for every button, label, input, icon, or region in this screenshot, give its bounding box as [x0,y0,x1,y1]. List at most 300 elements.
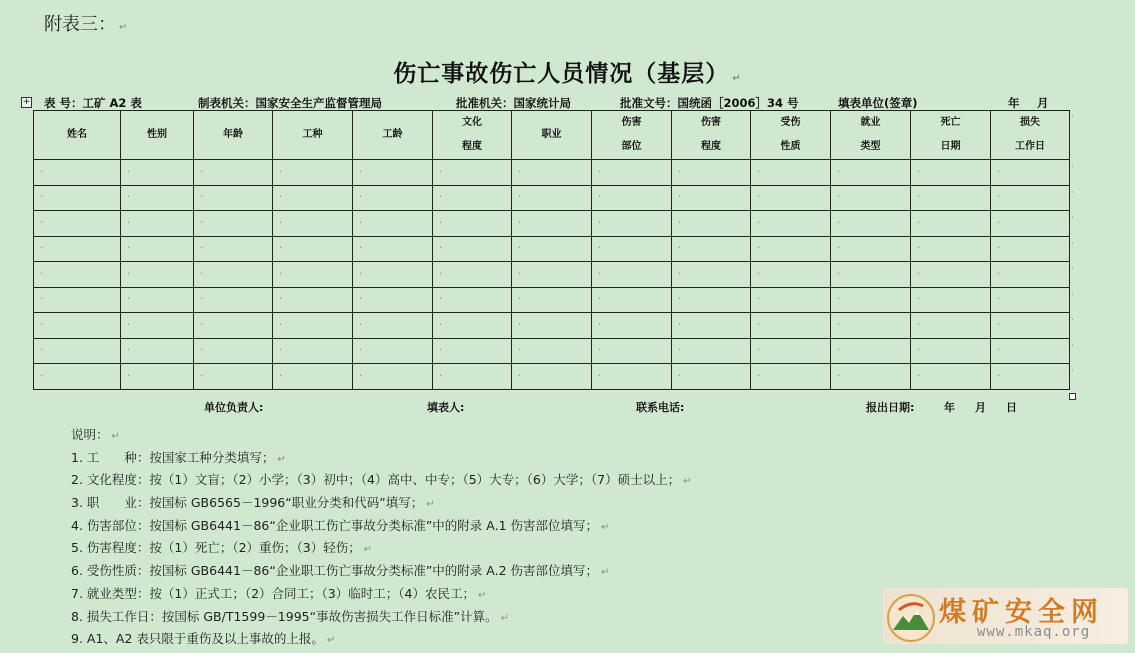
column-header-label: 职业 [541,129,562,140]
cell-end-mark: · [678,294,682,306]
table-cell[interactable] [991,364,1070,390]
row-end-mark: · [1071,289,1074,300]
cell-end-mark: · [678,268,682,280]
cell-end-mark: · [837,166,841,178]
table-cell[interactable] [353,211,433,237]
table-header-row [34,111,1070,160]
table-cell[interactable] [34,313,121,339]
cell-end-mark: · [837,370,841,382]
table-cell[interactable] [911,185,991,211]
form-number: 表 号：工矿 A2 表 [44,96,142,110]
cell-end-mark: · [997,345,1001,357]
column-header [433,111,512,160]
table-cell[interactable] [433,313,512,339]
cell-end-mark: · [757,268,761,280]
cell-end-mark: · [837,192,841,204]
table-row [34,236,1070,262]
cell-end-mark: · [279,370,283,382]
cell-end-mark: · [837,319,841,331]
cell-end-mark: · [279,166,283,178]
column-header [911,111,991,160]
cell-end-mark: · [200,268,204,280]
table-cell[interactable] [911,236,991,262]
cell-end-mark: · [359,294,363,306]
row-end-mark: · [1071,340,1074,351]
cell-end-mark: · [439,192,443,204]
cell-end-mark: · [439,294,443,306]
table-cell[interactable] [831,338,911,364]
table-cell[interactable] [512,364,592,390]
cell-end-mark: · [279,268,283,280]
table-cell[interactable] [512,262,592,288]
cell-end-mark: · [359,319,363,331]
report-date-month: 月 [975,401,986,414]
cell-end-mark: · [837,294,841,306]
report-date-label: 报出日期: [866,401,915,414]
table-cell[interactable] [592,211,672,237]
table-cell[interactable] [512,313,592,339]
table-cell[interactable] [911,364,991,390]
cell-end-mark: · [598,192,602,204]
table-cell[interactable] [273,287,353,313]
cell-end-mark: · [200,319,204,331]
table-cell[interactable] [34,160,121,186]
cell-end-mark: · [279,192,283,204]
row-end-mark: · [1071,315,1074,325]
cell-end-mark: · [359,217,363,229]
table-cell[interactable] [353,262,433,288]
table-cell[interactable] [121,364,194,390]
column-header-label: 就业 [860,117,881,128]
column-header-label-line2: 程度 [462,141,482,152]
table-cell[interactable] [353,236,433,262]
table-cell[interactable] [512,160,592,186]
note-item: 5. 伤害程度：按（1）死亡；（2）重伤；（3）轻伤； ↵ [71,540,373,556]
note-item: 8. 损失工作日：按国标 GB/T1599－1995“事故伤害损失工作日标准”计算。 ↵ [71,608,509,624]
cell-end-mark: · [200,166,204,178]
table-cell[interactable] [991,338,1070,364]
table-cell[interactable] [592,185,672,211]
table-cell[interactable] [512,236,592,262]
column-header-label: 工龄 [382,129,403,140]
cell-end-mark: · [598,370,602,382]
table-cell[interactable] [512,185,592,211]
table-cell[interactable] [911,211,991,237]
cell-end-mark: · [598,294,602,306]
table-cell[interactable] [831,364,911,390]
column-header-label: 伤害 [621,117,642,128]
column-header [512,111,592,160]
column-header-label-line2: 工作日 [1015,141,1045,152]
table-row [34,185,1070,211]
table-cell[interactable] [121,211,194,237]
table-cell[interactable] [512,287,592,313]
notes-title: 说明： ↵ [71,427,120,442]
column-header [121,111,194,160]
cell-end-mark: · [40,268,44,280]
row-end-mark: · [1071,213,1074,223]
table-row [34,313,1070,339]
cell-end-mark: · [598,268,602,280]
cell-end-mark: · [40,217,44,229]
table-cell[interactable] [273,364,353,390]
table-cell[interactable] [273,338,353,364]
table-cell[interactable] [34,236,121,262]
table-cell[interactable] [991,262,1070,288]
cell-end-mark: · [917,166,921,178]
appendix-label: 附表三： ↵ [44,14,128,35]
cell-end-mark: · [439,345,443,357]
cell-end-mark: · [518,166,522,178]
cell-end-mark: · [40,243,44,255]
table-cell[interactable] [121,262,194,288]
cell-end-mark: · [678,319,682,331]
table-cell[interactable] [592,287,672,313]
table-cell[interactable] [433,185,512,211]
cell-end-mark: · [439,319,443,331]
table-cell[interactable] [34,338,121,364]
table-cell[interactable] [751,160,831,186]
table-cell[interactable] [592,313,672,339]
row-end-mark: · [1071,187,1074,198]
table-cell[interactable] [751,262,831,288]
table-cell[interactable] [34,287,121,313]
table-cell[interactable] [34,262,121,288]
cell-end-mark: · [279,294,283,306]
report-date-year: 年 [944,401,955,414]
cell-end-mark: · [678,243,682,255]
casualty-table [33,110,1070,390]
column-header-label: 受伤 [780,117,801,128]
cell-end-mark: · [127,217,131,229]
table-cell[interactable] [911,262,991,288]
cell-end-mark: · [40,319,44,331]
table-row [34,338,1070,364]
table-row [34,364,1070,390]
column-header-label-line2: 部位 [621,141,642,152]
table-cell[interactable] [592,338,672,364]
table-cell[interactable] [991,185,1070,211]
cell-end-mark: · [917,370,921,382]
table-cell[interactable] [273,313,353,339]
cell-end-mark: · [837,345,841,357]
cell-end-mark: · [40,294,44,306]
table-cell[interactable] [273,185,353,211]
cell-end-mark: · [518,243,522,255]
column-header [592,111,672,160]
issuing-authority: 制表机关：国家安全生产监督管理局 [198,96,382,110]
cell-end-mark: · [127,319,131,331]
table-cell[interactable] [991,236,1070,262]
site-watermark [883,588,1128,644]
row-end-mark: · [1071,162,1074,172]
table-cell[interactable] [433,211,512,237]
cell-end-mark: · [127,192,131,204]
table-cell[interactable] [512,211,592,237]
column-header-label: 死亡 [940,117,961,128]
cell-end-mark: · [518,268,522,280]
column-header-label-line2: 程度 [701,141,721,152]
table-cell[interactable] [592,236,672,262]
table-cell[interactable] [672,262,751,288]
column-header-label: 损失 [1020,117,1040,128]
cell-end-mark: · [757,370,761,382]
table-cell[interactable] [121,236,194,262]
column-header [991,111,1070,160]
cell-end-mark: · [598,319,602,331]
table-cell[interactable] [831,185,911,211]
column-header-label: 文化 [462,117,482,128]
table-cell[interactable] [194,236,273,262]
table-cell[interactable] [353,185,433,211]
table-cell[interactable] [831,287,911,313]
cell-end-mark: · [518,217,522,229]
table-cell[interactable] [433,364,512,390]
table-cell[interactable] [911,287,991,313]
cell-end-mark: · [678,192,682,204]
cell-end-mark: · [598,345,602,357]
table-cell[interactable] [592,262,672,288]
cell-end-mark: · [757,319,761,331]
watermark-site-name: 煤矿安全网 [939,597,1104,628]
table-cell[interactable] [194,338,273,364]
row-end-mark: · [1071,366,1074,376]
table-cell[interactable] [672,236,751,262]
cell-end-mark: · [757,294,761,306]
table-cell[interactable] [433,262,512,288]
cell-end-mark: · [518,345,522,357]
cell-end-mark: · [518,192,522,204]
cell-end-mark: · [837,268,841,280]
table-cell[interactable] [194,185,273,211]
table-cell[interactable] [672,313,751,339]
table-cell[interactable] [592,160,672,186]
table-cell[interactable] [121,287,194,313]
note-item: 6. 受伤性质：按国标 GB6441－86“企业职工伤亡事故分类标准”中的附录 A.2 伤害部位填写； ↵ [71,563,610,579]
table-cell[interactable] [353,338,433,364]
cell-end-mark: · [917,319,921,331]
table-row [34,211,1070,237]
cell-end-mark: · [917,192,921,204]
cell-end-mark: · [917,294,921,306]
table-cell[interactable] [353,287,433,313]
column-header-label: 性别 [147,129,167,140]
cell-end-mark: · [997,166,1001,178]
cell-end-mark: · [678,370,682,382]
table-cell[interactable] [34,364,121,390]
cell-end-mark: · [917,268,921,280]
table-cell[interactable] [831,313,911,339]
cell-end-mark: · [40,370,44,382]
table-cell[interactable] [34,185,121,211]
notes-section [71,424,692,647]
cell-end-mark: · [598,243,602,255]
table-cell[interactable] [831,262,911,288]
table-move-handle-icon[interactable]: + [22,97,31,107]
table-cell[interactable] [433,160,512,186]
table-cell[interactable] [991,211,1070,237]
table-cell[interactable] [592,364,672,390]
cell-end-mark: · [200,345,204,357]
cell-end-mark: · [439,217,443,229]
responsible-person-label: 单位负责人: [204,401,264,414]
table-cell[interactable] [751,185,831,211]
cell-end-mark: · [997,370,1001,382]
cell-end-mark: · [917,217,921,229]
column-header-label: 伤害 [701,117,721,128]
cell-end-mark: · [200,192,204,204]
table-cell[interactable] [831,236,911,262]
table-cell[interactable] [194,313,273,339]
cell-end-mark: · [757,166,761,178]
table-cell[interactable] [672,185,751,211]
cell-end-mark: · [917,345,921,357]
cell-end-mark: · [359,370,363,382]
table-cell[interactable] [672,364,751,390]
table-cell[interactable] [121,185,194,211]
table-cell[interactable] [911,313,991,339]
table-cell[interactable] [751,287,831,313]
cell-end-mark: · [359,192,363,204]
document-title: 伤亡事故伤亡人员情况（基层） ↵ [393,61,742,87]
column-header [273,111,353,160]
cell-end-mark: · [997,243,1001,255]
table-cell[interactable] [433,287,512,313]
watermark-url: www.mkaq.org [977,624,1091,640]
table-cell[interactable] [194,160,273,186]
table-cell[interactable] [911,338,991,364]
cell-end-mark: · [439,268,443,280]
cell-end-mark: · [439,166,443,178]
cell-end-mark: · [757,345,761,357]
cell-end-mark: · [997,319,1001,331]
cell-end-mark: · [359,243,363,255]
cell-end-mark: · [40,166,44,178]
table-cell[interactable] [121,160,194,186]
cell-end-mark: · [279,319,283,331]
row-end-mark: · [1071,238,1074,249]
table-resize-handle[interactable] [1069,393,1076,400]
column-header-label-line2: 日期 [940,141,961,152]
table-cell[interactable] [751,236,831,262]
table-cell[interactable] [194,211,273,237]
cell-end-mark: · [439,370,443,382]
cell-end-mark: · [757,192,761,204]
table-cell[interactable] [512,338,592,364]
cell-end-mark: · [127,345,131,357]
note-item: 7. 就业类型：按（1）正式工；（2）合同工；（3）临时工；（4）农民工； ↵ [71,585,487,601]
cell-end-mark: · [127,370,131,382]
table-cell[interactable] [273,262,353,288]
cell-end-mark: · [359,166,363,178]
table-cell[interactable] [991,287,1070,313]
cell-end-mark: · [598,217,602,229]
cell-end-mark: · [279,345,283,357]
cell-end-mark: · [757,243,761,255]
contact-phone-label: 联系电话: [636,401,685,414]
note-item: 1. 工 种：按国家工种分类填写； ↵ [71,449,286,465]
filler-label: 填表人: [427,401,465,414]
table-cell[interactable] [672,211,751,237]
cell-end-mark: · [997,192,1001,204]
table-cell[interactable] [672,160,751,186]
table-cell[interactable] [433,338,512,364]
table-row [34,262,1070,288]
cell-end-mark: · [678,217,682,229]
column-header [751,111,831,160]
report-month: 月 [1037,96,1049,110]
table-cell[interactable] [273,211,353,237]
table-row [34,160,1070,186]
table-cell[interactable] [751,211,831,237]
table-cell[interactable] [751,313,831,339]
table-cell[interactable] [353,160,433,186]
note-item: 2. 文化程度：按（1）文盲；（2）小学；（3）初中；（4）高中、中专；（5）大专；（6）大学；（7）硕士以上； ↵ [71,472,692,488]
cell-end-mark: · [997,294,1001,306]
table-cell[interactable] [672,287,751,313]
table-cell[interactable] [194,262,273,288]
cell-end-mark: · [997,268,1001,280]
cell-end-mark: · [200,370,204,382]
table-cell[interactable] [34,211,121,237]
cell-end-mark: · [127,243,131,255]
table-row [34,287,1070,313]
column-header [194,111,273,160]
table-cell[interactable] [831,211,911,237]
cell-end-mark: · [359,268,363,280]
cell-end-mark: · [200,294,204,306]
cell-end-mark: · [127,268,131,280]
table-cell[interactable] [751,364,831,390]
table-cell[interactable] [194,364,273,390]
table-cell[interactable] [353,313,433,339]
column-header [353,111,433,160]
cell-end-mark: · [757,217,761,229]
report-year: 年 [1008,96,1020,110]
table-cell[interactable] [751,338,831,364]
table-cell[interactable] [991,160,1070,186]
column-header [831,111,911,160]
cell-end-mark: · [837,217,841,229]
approval-document-number: 批准文号：国统函［2006］34 号 [620,96,799,110]
cell-end-mark: · [40,192,44,204]
table-cell[interactable] [353,364,433,390]
column-header-label-line2: 性质 [780,141,801,152]
table-cell[interactable] [121,313,194,339]
cell-end-mark: · [518,370,522,382]
cell-end-mark: · [40,345,44,357]
row-end-mark: · [1071,264,1074,274]
note-item: 9. A1、A2 表只限于重伤及以上事故的上报。 ↵ [71,631,336,647]
table-cell[interactable] [433,236,512,262]
table-cell[interactable] [911,160,991,186]
cell-end-mark: · [127,294,131,306]
column-header-label-line2: 类型 [860,141,881,152]
column-header [34,111,121,160]
table-cell[interactable] [273,160,353,186]
note-item: 4. 伤害部位：按国标 GB6441－86“企业职工伤亡事故分类标准”中的附录 A.1 伤害部位填写； ↵ [71,517,610,533]
cell-end-mark: · [200,217,204,229]
table-cell[interactable] [672,338,751,364]
approving-authority: 批准机关：国家统计局 [456,96,571,110]
table-cell[interactable] [991,313,1070,339]
table-cell[interactable] [831,160,911,186]
table-cell[interactable] [194,287,273,313]
table-cell[interactable] [121,338,194,364]
table-cell[interactable] [273,236,353,262]
filling-unit-label: 填表单位(签章) [838,96,918,110]
column-header-label: 年龄 [223,129,243,140]
